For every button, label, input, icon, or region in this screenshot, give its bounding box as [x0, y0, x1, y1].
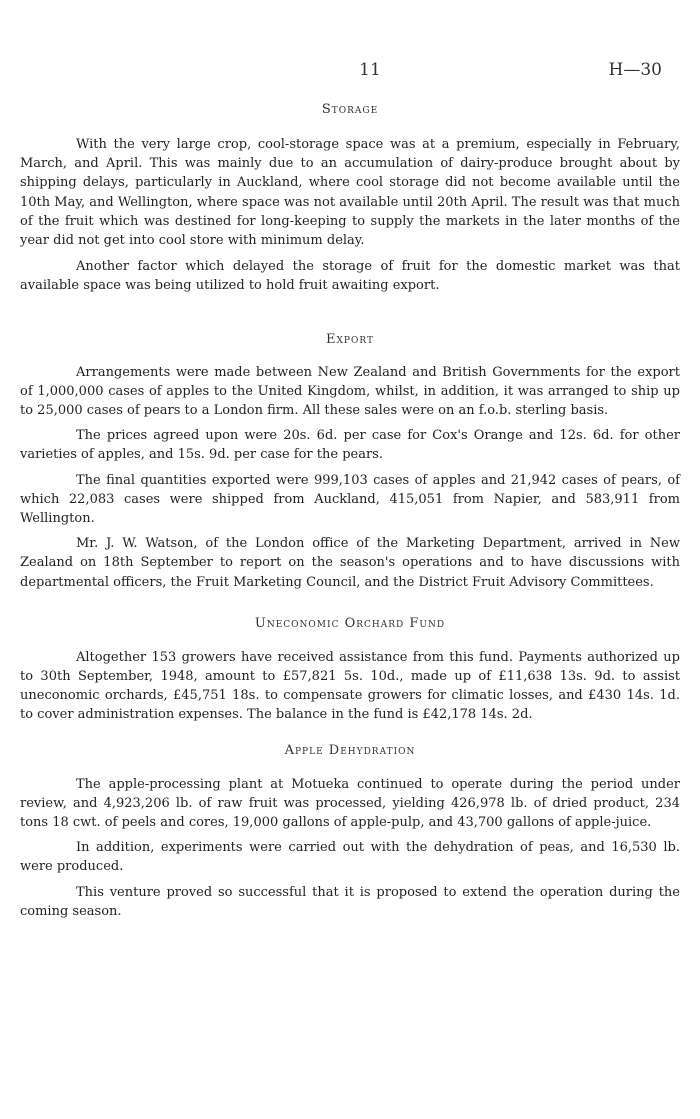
document-code: H—30 [608, 60, 662, 80]
section-heading-apple-dehydration: Apple Dehydration [284, 742, 416, 758]
section-heading-uneconomic-orchard-fund: Uneconomic Orchard Fund [254, 615, 446, 631]
page-number: 11 [359, 60, 381, 80]
page-content [20, 102, 680, 921]
dehydration-paragraph-3: This venture proved so successful that it is proposed to extend the operation during the coming season. [20, 884, 680, 919]
section-apple-dehydration [20, 743, 680, 921]
export-paragraph-4: Mr. J. W. Watson, of the London office of the Marketing Department, arrived in New Zealand on 18th September to report on the season's operations and to have discussions with departmental officers, the Fruit Marketing Council, and the District Fruit Advisory Committees. [20, 536, 680, 590]
fund-paragraph-1: Altogether 153 growers have received assistance from this fund. Payments authorized up to 30th September, 1948, amount to £57,821 5s. 10d., made up of £11,638 13s. 9d. to assist uneconomic orchards, £45,751 18s. to compensate growers for climatic losses, and £430 14s. 1d. to cover administration expenses. The balance in the fund is £42,178 14s. 2d. [20, 649, 680, 723]
section-heading-export: Export [326, 331, 374, 347]
section-export [20, 332, 680, 592]
section-uneconomic-orchard-fund [20, 616, 680, 725]
storage-paragraph-1: With the very large crop, cool-storage space was at a premium, especially in February, March, and April. This was mainly due to an accumulation of dairy-produce brought about by shipping delays, particularly in Auckland, where cool storage did not become available until the 10th May, and Wellington, where space was not available until 20th April. The result was that much of the fruit which was destined for long-keeping to supply the markets in the later months of the year did not get into cool store with minimum delay. [20, 137, 680, 249]
section-heading-storage: Storage [321, 102, 379, 117]
export-paragraph-2: The prices agreed upon were 20s. 6d. per case for Cox's Orange and 12s. 6d. for other varieties of apples, and 15s. 9d. per case for the pears. [20, 428, 680, 463]
storage-paragraph-2: Another factor which delayed the storage of fruit for the domestic market was that available space was being utilized to hold fruit awaiting export. [20, 259, 680, 294]
export-paragraph-1: Arrangements were made between New Zealand and British Governments for the export of 1,000,000 cases of apples to the United Kingdom, whilst, in addition, it was arranged to ship up to 25,000 cases of pears to a London firm. All these sales were on an f.o.b. sterling basis. [20, 364, 680, 419]
dehydration-paragraph-1: The apple-processing plant at Motueka continued to operate during the period under review, and 4,923,206 lb. of raw fruit was processed, yielding 426,978 lb. of dried product, 234 tons 18 cwt. of peels and cores, 19,000 gallons of apple-pulp, and 43,700 gallons of apple-juice. [20, 776, 680, 831]
section-storage [20, 102, 680, 296]
export-paragraph-3: The final quantities exported were 999,103 cases of apples and 21,942 cases of pears, of which 22,083 cases were shipped from Auckland, 415,051 from Napier, and 583,911 from Wellington. [20, 472, 680, 527]
page-header [20, 0, 680, 80]
dehydration-paragraph-2: In addition, experiments were carried out with the dehydration of peas, and 16,530 lb. were produced. [20, 840, 680, 875]
